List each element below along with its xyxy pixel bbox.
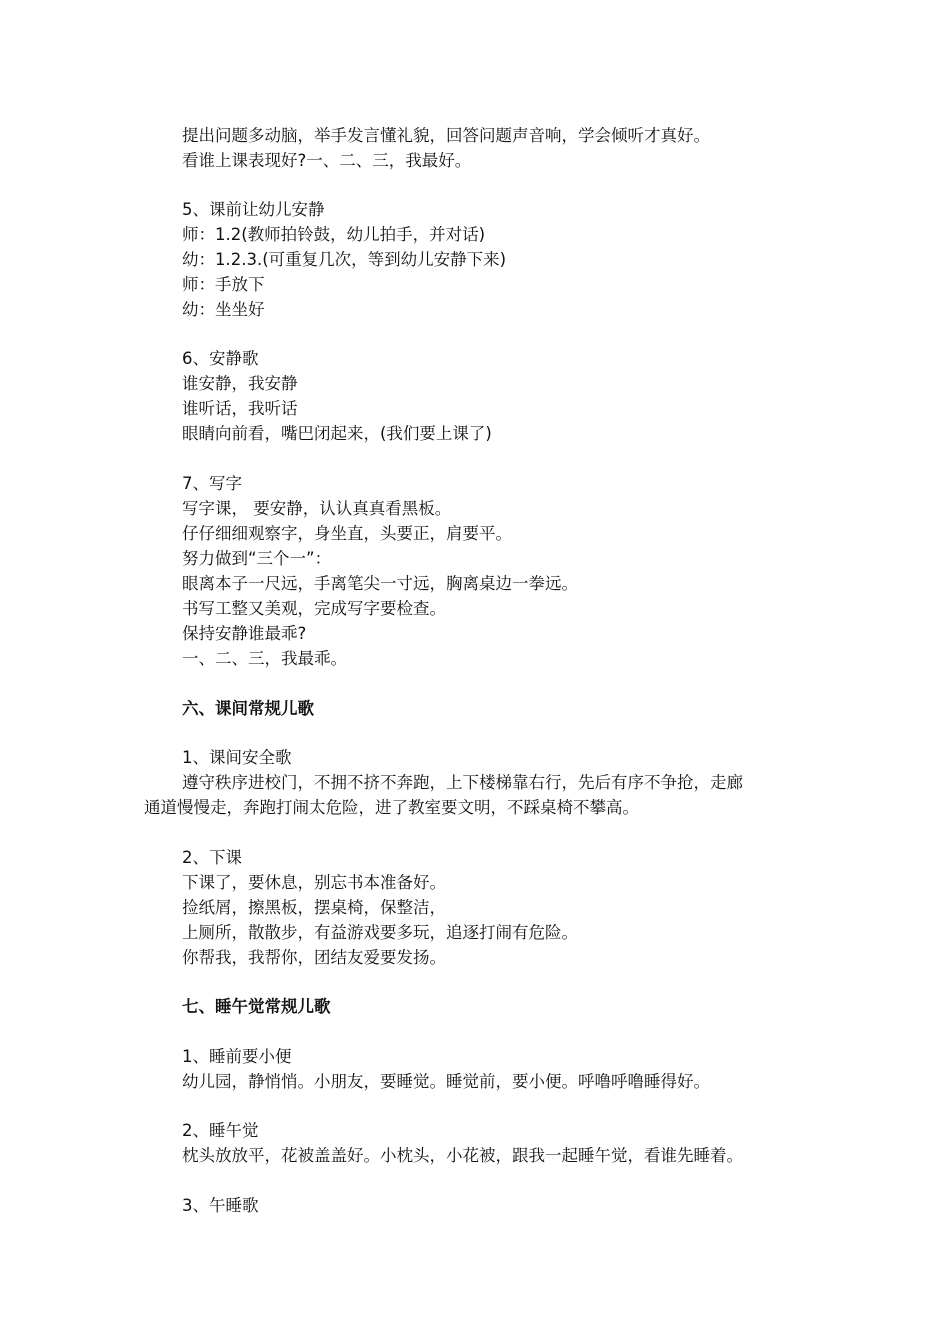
text-line: 下课了，要休息，别忘书本准备好。	[182, 873, 446, 892]
text-line: 谁听话，我听话	[182, 399, 298, 418]
section-title: 2、下课	[182, 848, 242, 867]
text-line: 师：1.2(教师拍铃鼓，幼儿拍手，并对话)	[182, 225, 486, 244]
text-line: 谁安静，我安静	[182, 374, 298, 393]
section-title: 2、睡午觉	[182, 1121, 259, 1140]
text-line: 上厕所，散散步，有益游戏要多玩，追逐打闹有危险。	[182, 923, 578, 942]
text-line: 一、二、三，我最乖。	[182, 649, 347, 668]
section-title: 1、课间安全歌	[182, 748, 292, 767]
text-line: 仔仔细细观察字，身坐直，头要正，肩要平。	[182, 524, 512, 543]
text-line: 提出问题多动脑，举手发言懂礼貌，回答问题声音响，学会倾听才真好。	[182, 126, 710, 145]
text-line: 你帮我，我帮你，团结友爱要发扬。	[182, 948, 446, 967]
text-line: 幼：1.2.3.(可重复几次，等到幼儿安静下来)	[182, 250, 507, 269]
text-line: 幼儿园，静悄悄。小朋友，要睡觉。睡觉前，要小便。呼噜呼噜睡得好。	[182, 1072, 710, 1091]
chapter-heading: 六、课间常规儿歌	[182, 699, 314, 718]
text-line: 幼：坐坐好	[182, 300, 265, 319]
chapter-heading: 七、睡午觉常规儿歌	[182, 997, 331, 1016]
text-line: 枕头放放平，花被盖盖好。小枕头，小花被，跟我一起睡午觉，看谁先睡着。	[182, 1146, 743, 1165]
text-line: 保持安静谁最乖?	[182, 624, 307, 643]
text-line: 师：手放下	[182, 275, 265, 294]
text-line: 看谁上课表现好?一、二、三，我最好。	[182, 151, 472, 170]
section-title: 5、课前让幼儿安静	[182, 200, 325, 219]
text-line: 遵守秩序进校门，不拥不挤不奔跑，上下楼梯靠右行，先后有序不争抢，走廊	[182, 773, 743, 792]
section-title: 3、午睡歌	[182, 1196, 259, 1215]
text-line: 通道慢慢走，奔跑打闹太危险，进了教室要文明，不踩桌椅不攀高。	[144, 798, 639, 817]
text-line: 写字课， 要安静，认认真真看黑板。	[182, 499, 452, 518]
text-line: 眼离本子一尺远，手离笔尖一寸远，胸离桌边一拳远。	[182, 574, 578, 593]
section-title: 7、写字	[182, 474, 242, 493]
section-title: 6、安静歌	[182, 349, 259, 368]
section-title: 1、睡前要小便	[182, 1047, 292, 1066]
text-line: 眼睛向前看，嘴巴闭起来，(我们要上课了)	[182, 424, 492, 443]
text-line: 书写工整又美观，完成写字要检查。	[182, 599, 446, 618]
text-line: 捡纸屑，擦黑板，摆桌椅，保整洁，	[182, 898, 446, 917]
text-line: 努力做到“三个一”：	[182, 549, 332, 568]
